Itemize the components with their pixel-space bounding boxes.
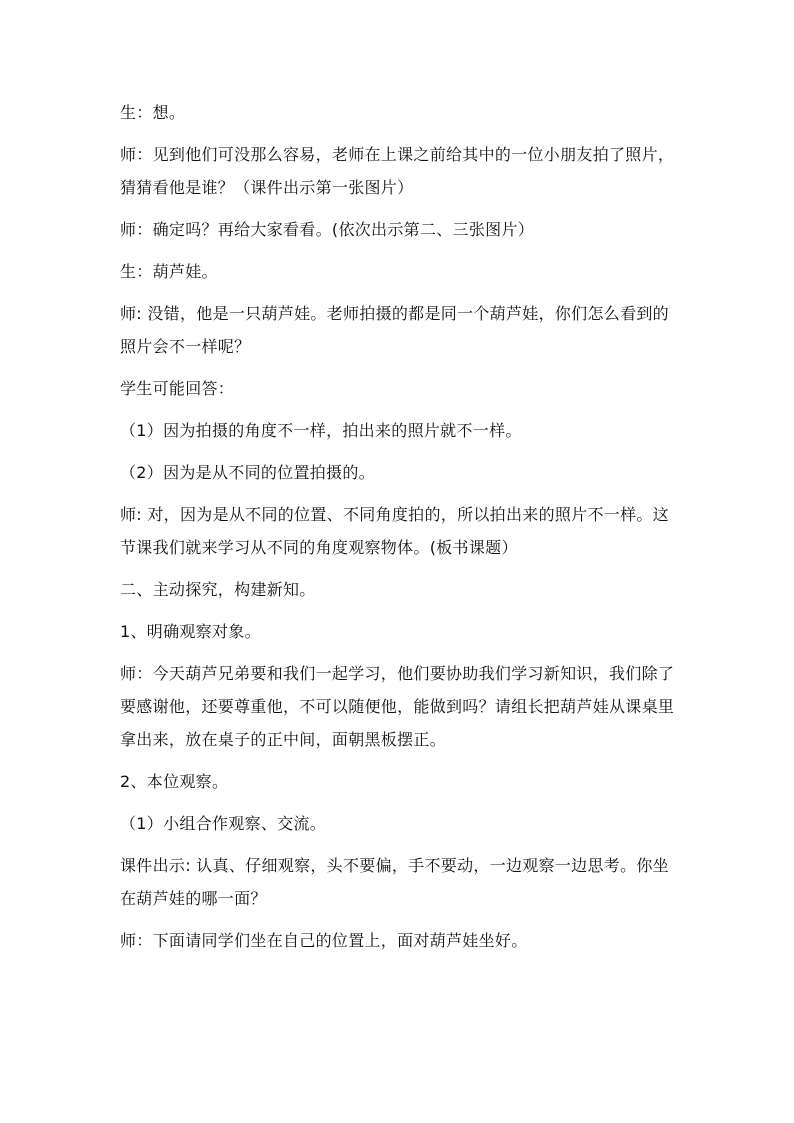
paragraph-12: 师：今天葫芦兄弟要和我们一起学习，他们要协助我们学习新知识，我们除了要感谢他，还要尊重他，不可以随便他，能做到吗？请组长把葫芦娃从课桌里拿出来，放在桌子的正中间，面朝黑板摆正。 <box>120 664 675 749</box>
paragraph-5: 师: 没错，他是一只葫芦娃。老师拍摄的都是同一个葫芦娃，你们怎么看到的照片会不一样呢？ <box>120 304 669 356</box>
paragraph-15: 课件出示: 认真、仔细观察，头不要偏，手不要动，一边观察一边思考。你坐在葫芦娃的哪一面？ <box>120 856 669 908</box>
paragraph-9: 师: 对，因为是从不同的位置、不同角度拍的，所以拍出来的照片不一样。这节课我们就来学习从不同的角度观察物体。(板书课题） <box>120 505 669 557</box>
document-page <box>120 96 680 957</box>
paragraph-4: 生：葫芦娃。 <box>120 262 218 281</box>
paragraph-14: （1）小组合作观察、交流。 <box>120 814 327 833</box>
paragraph-8: （2）因为是从不同的位置拍摄的。 <box>120 463 375 482</box>
paragraph-7: （1）因为拍摄的角度不一样，拍出来的照片就不一样。 <box>120 421 522 440</box>
paragraph-3: 师：确定吗？再给大家看看。(依次出示第二、三张图片） <box>120 220 535 239</box>
subheading-1: 1、明确观察对象。 <box>120 622 261 641</box>
paragraph-16: 师：下面请同学们坐在自己的位置上，面对葫芦娃坐好。 <box>120 931 528 950</box>
paragraph-1: 生：想。 <box>120 103 186 122</box>
section-heading-2: 二、主动探究，构建新知。 <box>120 580 316 599</box>
subheading-2: 2、本位观察。 <box>120 772 229 791</box>
paragraph-6: 学生可能回答： <box>120 379 235 398</box>
paragraph-2: 师：见到他们可没那么容易，老师在上课之前给其中的一位小朋友拍了照片，猜猜看他是谁？（课件出示第一张图片） <box>120 145 675 197</box>
